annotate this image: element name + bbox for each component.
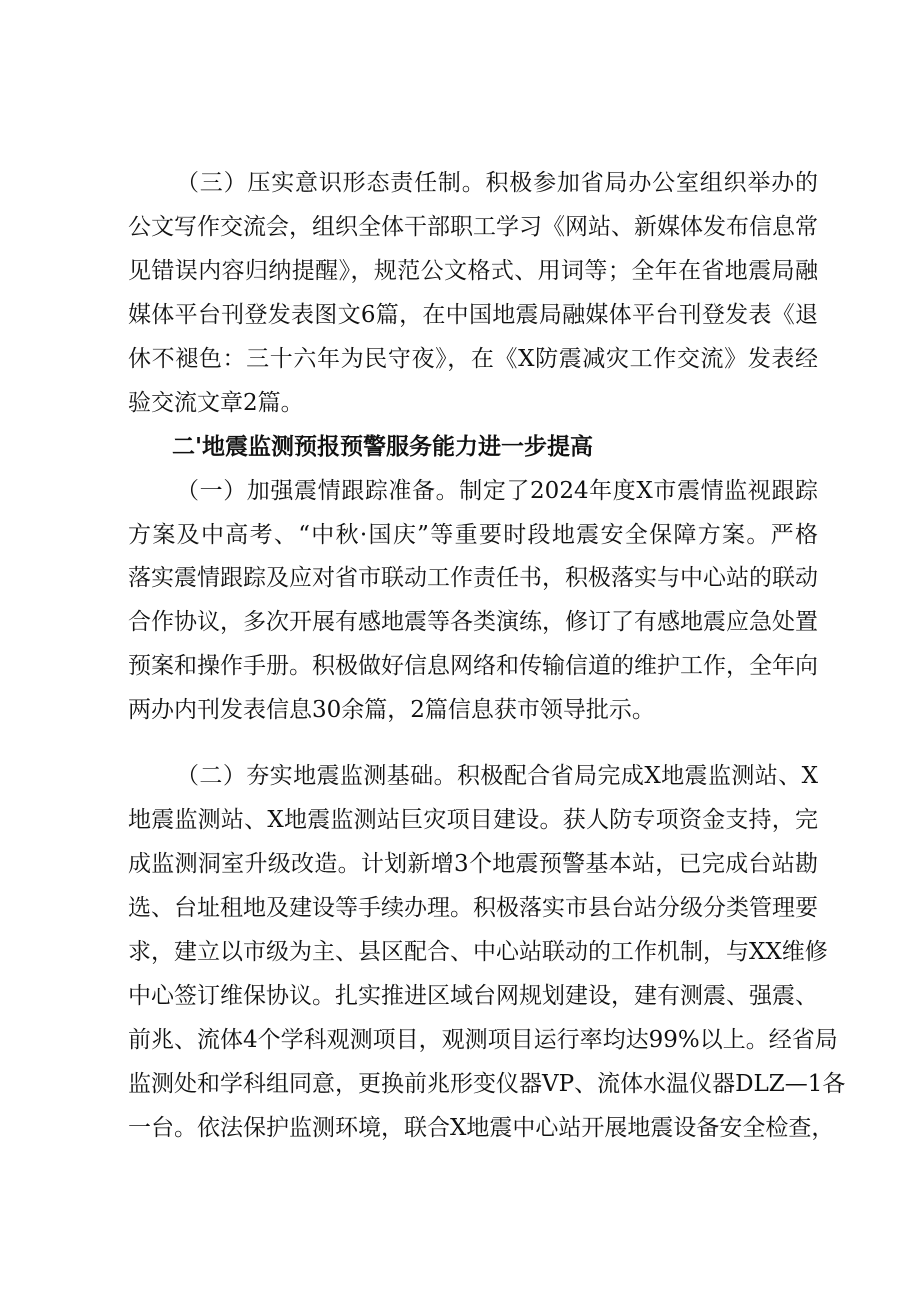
section-heading: 二'地震监测预报预警服务能力进一步提高 (172, 434, 594, 460)
sub1-line-6: 两办内刊发表信息30余篇，2篇信息获市领导批示。 (128, 697, 655, 723)
sub2-line-3: 成监测洞室升级改造。计划新增3个地震预警基本站，已完成台站勘 (128, 851, 818, 877)
sub2-line-1: （二）夯实地震监测基础。积极配合省局完成X地震监测站、X (176, 763, 818, 789)
sub2-line-4: 选、台址租地及建设等手续办理。积极落实市县台站分级分类管理要 (128, 895, 818, 921)
section3-line-1: （三）压实意识形态责任制。积极参加省局办公室组织举办的 (176, 170, 818, 196)
sub2-line-6: 中心签订维保协议。扎实推进区域台网规划建设，建有测震、强震、 (128, 983, 818, 1009)
sub2-line-7: 前兆、流体4个学科观测项目，观测项目运行率均达99%以上。经省局 (128, 1027, 838, 1053)
sub1-line-3: 落实震情跟踪及应对省市联动工作责任书，积极落实与中心站的联动 (128, 565, 818, 591)
sub2-line-9: 一台。依法保护监测环境，联合X地震中心站开展地震设备安全检查， (128, 1115, 835, 1141)
section3-line-6: 验交流文章2篇。 (128, 390, 304, 416)
sub1-line-2: 方案及中高考、“中秋·国庆”等重要时段地震安全保障方案。严格 (128, 522, 818, 548)
section3-line-2: 公文写作交流会，组织全体干部职工学习《网站、新媒体发布信息常 (128, 214, 818, 240)
sub1-line-5: 预案和操作手册。积极做好信息网络和传输信道的维护工作，全年向 (128, 653, 818, 679)
sub2-line-8: 监测处和学科组同意，更换前兆形变仪器VP、流体水温仪器DLZ—1各 (128, 1071, 846, 1097)
sub2-line-2: 地震监测站、X地震监测站巨灾项目建设。获人防专项资金支持，完 (128, 807, 818, 833)
sub1-line-1: （一）加强震情跟踪准备。制定了2024年度X市震情监视跟踪 (176, 478, 818, 504)
section3-line-5: 休不褪色：三十六年为民守夜》，在《X防震减灾工作交流》发表经 (128, 346, 818, 372)
section3-line-4: 媒体平台刊登发表图文6篇，在中国地震局融媒体平台刊登发表《退 (128, 302, 818, 328)
sub2-line-5: 求，建立以市级为主、县区配合、中心站联动的工作机制，与XX维修 (128, 939, 828, 965)
section3-line-3: 见错误内容归纳提醒》，规范公文格式、用词等；全年在省地震局融 (128, 258, 818, 284)
sub1-line-4: 合作协议，多次开展有感地震等各类演练，修订了有感地震应急处置 (128, 609, 818, 635)
